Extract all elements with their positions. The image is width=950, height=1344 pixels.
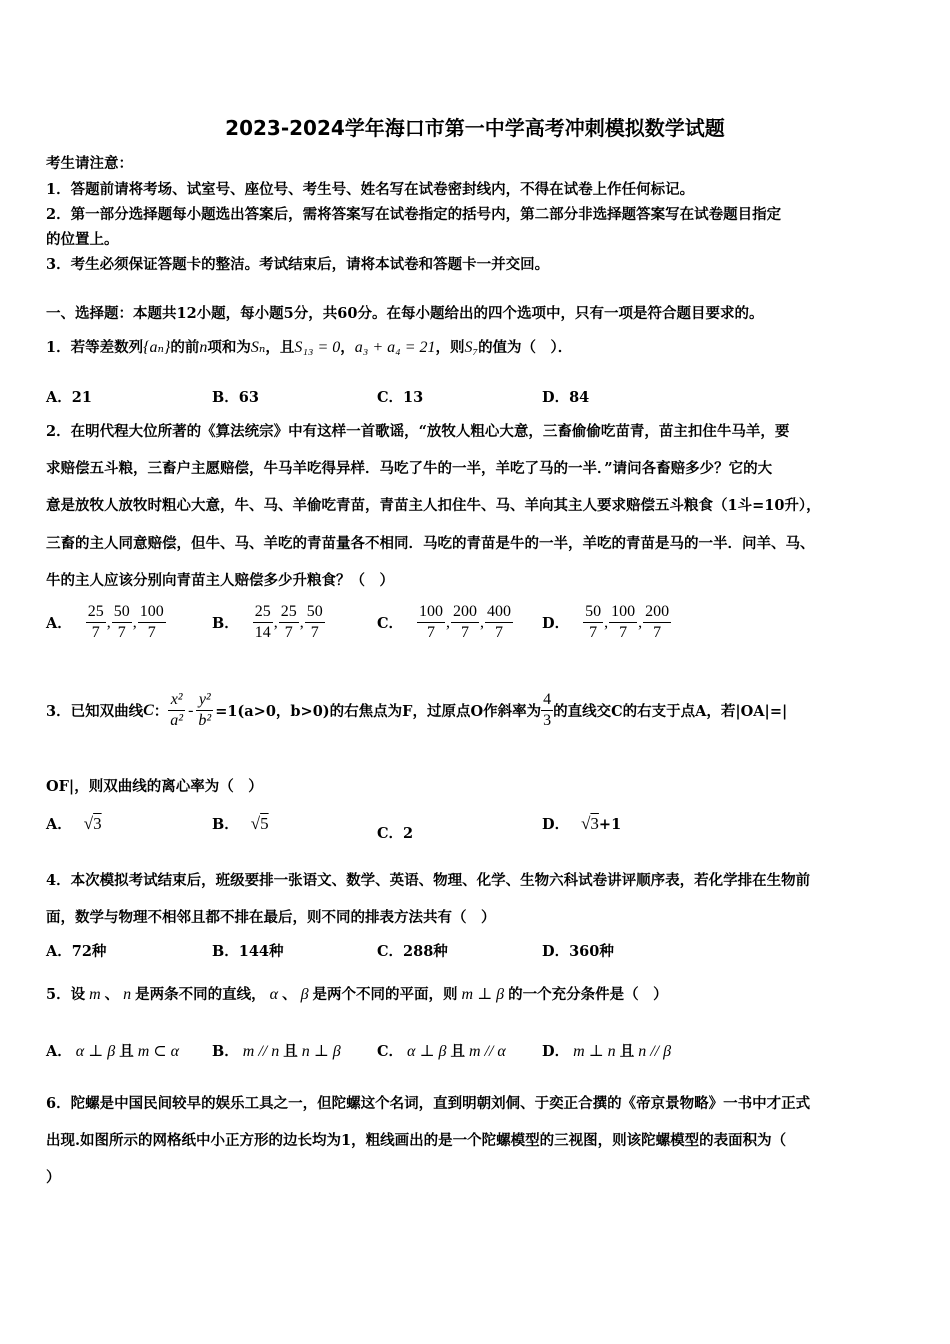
question-4-line-2: 面，数学与物理不相邻且都不排在最后，则不同的排表方法共有（ ） (46, 909, 496, 926)
condition-m-perp-beta: m ⊥ β (461, 986, 505, 1003)
question-4-line-1: 4．本次模拟考试结束后，班级要排一张语文、数学、英语、物理、化学、生物六科试卷讲评顺序表，若化学排在生物前 (46, 872, 811, 889)
notice-item-1: 1．答题前请将考场、试室号、座位号、考生号、姓名写在试卷密封线内，不得在试卷上作任何标记。 (46, 181, 695, 198)
question-6-line-1: 6．陀螺是中国民间较早的娱乐工具之一，但陀螺这个名词，直到明朝刘侗、于奕正合撰的《帝京景物略》一书中才正式 (46, 1095, 811, 1112)
condition-a3-a4: a₃ + a₄ = 21 (354, 339, 436, 356)
question-2-line-4: 三畜的主人同意赔偿，但牛、马、羊吃的青苗量各不相同．马吃的青苗是牛的一半，羊吃的青苗是马的一半．问羊、马、 (46, 535, 815, 552)
question-2-line-5: 牛的主人应该分别向青苗主人赔偿多少升粮食？（ ） (46, 572, 394, 589)
q1-option-c: C．13 (377, 389, 424, 406)
sequence-expr: {aₙ} (143, 339, 171, 356)
q3-option-b: B． √5 (212, 814, 269, 833)
section-heading: 一、选择题：本题共12小题，每小题5分，共60分。在每小题给出的四个选项中，只有一项是符合题目要求的。 (46, 305, 764, 322)
q5-option-b: B． m // n 且 n ⊥ β (212, 1043, 341, 1060)
q2-option-a: A． $\frac{25}{7}$ , $\frac{50}{7}$ , $\frac{100}{7}$ (46, 603, 164, 641)
question-3: 3．已知双曲线 C ： $\frac{\text{x²}}{\text{a²}}$ - $\frac{\text{y²}}{\text{b²}}$ =1(a>0，b>0)的右焦点为F，过原点O作斜率为 $\frac{4}{3}$ 的直线交C的右支于点A，若|OA|=| (46, 691, 788, 729)
q1-option-d: D．84 (542, 389, 590, 406)
question-2-line-1: 2．在明代程大位所著的《算法统宗》中有这样一首歌谣，“放牧人粗心大意，三畜偷偷吃苗青，苗主扣住牛马羊，要 (46, 423, 790, 440)
q2-option-b: B． $\frac{25}{14}$ , $\frac{25}{7}$ , $\frac{50}{7}$ (212, 603, 323, 641)
q5-option-c: C． α ⊥ β 且 m // α (377, 1043, 506, 1060)
q4-option-c: C．288种 (377, 943, 448, 960)
q1-option-a: A．21 (46, 389, 92, 406)
question-2-line-3: 意是放牧人放牧时粗心大意，牛、马、羊偷吃青苗，青苗主人扣住牛、马、羊向其主人要求赔偿五斗粮食（1斗=10升）， (46, 497, 821, 514)
q4-option-b: B．144种 (212, 943, 284, 960)
q3-option-c: C．2 (377, 825, 414, 842)
question-2-line-2: 求赔偿五斗粮，三畜户主愿赔偿，牛马羊吃得异样．马吃了牛的一半，羊吃了马的一半．”请问各畜赔多少？它的大 (46, 460, 773, 477)
q3-option-a: A． √3 (46, 814, 102, 833)
q2-option-d: D． $\frac{50}{7}$ , $\frac{100}{7}$ , $\frac{200}{7}$ (542, 603, 670, 641)
question-6-line-3: ） (46, 1169, 61, 1186)
condition-s13: S₁₃ = 0 (294, 339, 341, 356)
q5-option-d: D． m ⊥ n 且 n // β (542, 1043, 672, 1060)
q2-option-c: C． $\frac{100}{7}$ , $\frac{200}{7}$ , $\frac{400}{7}$ (377, 603, 512, 641)
q4-option-d: D．360种 (542, 943, 614, 960)
q4-option-a: A．72种 (46, 943, 107, 960)
q5-option-a: A． α ⊥ β 且 m ⊂ α (46, 1043, 180, 1060)
notice-item-3: 3．考生必须保证答题卡的整洁。考试结束后，请将本试卷和答题卡一并交回。 (46, 256, 550, 273)
notice-heading: 考生请注意： (46, 155, 133, 172)
q1-option-b: B．63 (212, 389, 259, 406)
notice-item-2-cont: 的位置上。 (46, 231, 119, 248)
notice-item-2: 2．第一部分选择题每小题选出答案后，需将答案写在试卷指定的括号内，第二部分非选择题答案写在试卷题目指定 (46, 206, 782, 223)
page-title: 2023-2024学年海口市第一中学高考冲刺模拟数学试题 (225, 116, 725, 140)
question-6-line-2: 出现.如图所示的网格纸中小正方形的边长均为1，粗线画出的是一个陀螺模型的三视图，则该陀螺模型的表面积为（ (46, 1132, 787, 1149)
question-1: 1．若等差数列{aₙ}的前n项和为Sₙ，且S₁₃ = 0，a₃ + a₄ = 21，则S₇的值为（ ）． (46, 339, 573, 356)
question-3-line-2: OF|，则双曲线的离心率为（ ） (46, 778, 263, 795)
question-5: 5．设 m 、 n 是两条不同的直线， α 、 β 是两个不同的平面，则 m ⊥ β 的一个充分条件是（ ） (46, 986, 668, 1003)
q3-option-d: D． √3+1 (542, 814, 622, 833)
